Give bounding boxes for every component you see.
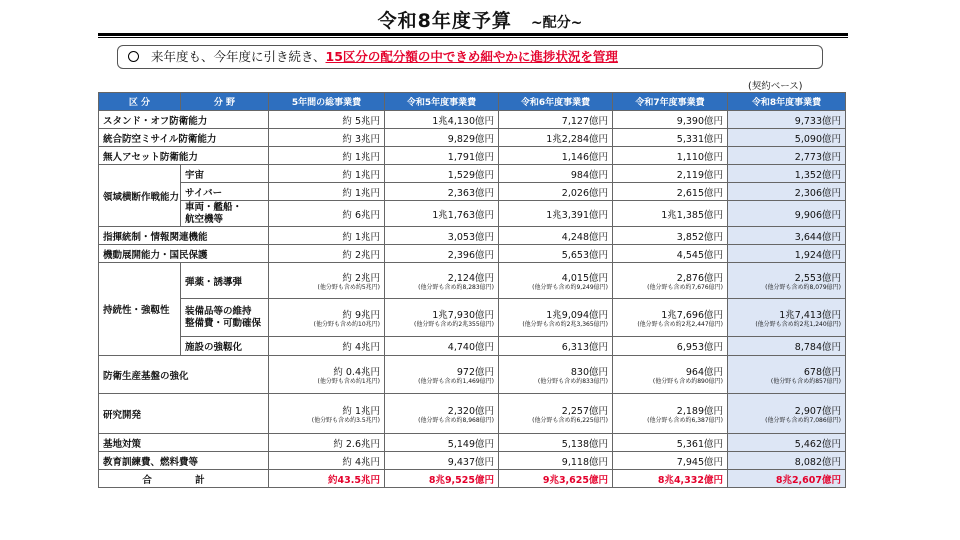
cell-note: (他分野も含め約2兆1,240億円) [755,320,841,328]
cell-value: 2,553億円 [794,272,841,284]
cell-y8: 8兆2,607億円 [728,470,846,488]
cell-y6: 9兆3,625億円 [499,470,613,488]
title-rule [98,33,848,36]
cell-value: 1兆9,094億円 [546,309,608,321]
header-y8: 令和8年度事業費 [728,93,846,111]
table-row [99,452,846,470]
cell-note: (他分野も含め約1,469億円) [418,377,494,385]
cell-value: 2,124億円 [447,272,494,284]
cell-y6: 9,118億円 [499,452,613,470]
field-label: 施設の強靱化 [181,337,269,356]
cell-value: 約 1兆円 [342,405,380,417]
cell-y8 [728,356,846,394]
table-row [99,263,846,299]
cell-y6: 6,313億円 [499,337,613,356]
cell-y7 [613,356,728,394]
cell-note: (他分野も含め約10兆円) [313,320,380,328]
header-y5: 令和5年度事業費 [385,93,499,111]
cell-y6: 5,653億円 [499,245,613,263]
cell-value: 1兆7,413億円 [779,309,841,321]
cell-total: 約 1兆円 [269,147,385,165]
cell-value: 972億円 [456,366,494,378]
cell-y6 [499,299,613,337]
cell-y8: 2,306億円 [728,183,846,201]
cell-value: 964億円 [685,366,723,378]
cell-y8 [728,394,846,434]
title-sub: ~配分~ [530,15,583,31]
row-label: 統合防空ミサイル防衛能力 [99,129,269,147]
cell-y8: 2,773億円 [728,147,846,165]
table-row [99,147,846,165]
cell-y6: 1兆3,391億円 [499,201,613,227]
field-label-line2: 航空機等 [185,213,224,225]
cell-y7: 4,545億円 [613,245,728,263]
cell-total [269,394,385,434]
field-label-line1: 車両・艦船・ [185,201,243,213]
header-category: 区 分 [99,93,181,111]
cell-y5: 8兆9,525億円 [385,470,499,488]
table-row [99,299,846,337]
cell-y7: 1,110億円 [613,147,728,165]
cell-total: 約 6兆円 [269,201,385,227]
header-field: 分 野 [181,93,269,111]
cell-value: 830億円 [570,366,608,378]
category-label: 持続性・強靱性 [99,263,181,356]
cell-note: (他分野も含め約2兆3,365億円) [522,320,608,328]
cell-y8: 5,090億円 [728,129,846,147]
cell-y7 [613,263,728,299]
total-label: 合 計 [99,470,269,488]
field-label-line2: 整備費・可動確保 [185,317,262,329]
cell-y5: 1兆4,130億円 [385,111,499,129]
cell-value: 1兆7,696億円 [661,309,723,321]
cell-note: (他分野も含め約3.5兆円) [311,416,380,424]
cell-value: 2,189億円 [676,405,723,417]
cell-value: 2,320億円 [447,405,494,417]
cell-y8: 1,924億円 [728,245,846,263]
cell-note: (他分野も含め約8,283億円) [418,283,494,291]
cell-note: (他分野も含め約7,086億円) [765,416,841,424]
cell-y5: 2,396億円 [385,245,499,263]
table-row [99,356,846,394]
cell-note: (他分野も含め約890億円) [652,377,723,385]
row-label: 機動展開能力・国民保護 [99,245,269,263]
cell-y8: 1,352億円 [728,165,846,183]
cell-note: (他分野も含め約5兆円) [317,283,380,291]
table-row [99,245,846,263]
field-label: 弾薬・誘導弾 [181,263,269,299]
cell-note: (他分野も含め約7,676億円) [647,283,723,291]
cell-y7: 2,119億円 [613,165,728,183]
cell-total [269,356,385,394]
table-row [99,227,846,245]
cell-total: 約43.5兆円 [269,470,385,488]
cell-value: 約 9兆円 [342,309,380,321]
cell-y5 [385,394,499,434]
cell-y5: 9,437億円 [385,452,499,470]
cell-total: 約 4兆円 [269,452,385,470]
cell-y5: 5,149億円 [385,434,499,452]
cell-y5: 4,740億円 [385,337,499,356]
table-row [99,337,846,356]
cell-note: (他分野も含め約8,079億円) [765,283,841,291]
field-label [181,299,269,337]
cell-y5 [385,356,499,394]
table-row [99,183,846,201]
header-total: 5年間の総事業費 [269,93,385,111]
cell-y5 [385,263,499,299]
cell-y6: 1,146億円 [499,147,613,165]
cell-y7: 3,852億円 [613,227,728,245]
cell-note: (他分野も含め約8,968億円) [418,416,494,424]
header-y6: 令和6年度事業費 [499,93,613,111]
cell-value: 2,907億円 [794,405,841,417]
cell-total: 約 5兆円 [269,111,385,129]
row-label: 研究開発 [99,394,269,434]
circle-bullet-icon [128,51,139,62]
cell-y7: 5,331億円 [613,129,728,147]
cell-note: (他分野も含め約857億円) [770,377,841,385]
title-rule-thin [98,37,848,38]
cell-total: 約 4兆円 [269,337,385,356]
title-main: 令和8年度予算 [377,10,512,32]
field-label: サイバー [181,183,269,201]
cell-y8: 3,644億円 [728,227,846,245]
row-label: 基地対策 [99,434,269,452]
cell-note: (他分野も含め約6,387億円) [647,416,723,424]
total-row [99,470,846,488]
cell-y8: 8,082億円 [728,452,846,470]
table-row [99,434,846,452]
page-title [0,6,960,33]
cell-y6 [499,394,613,434]
cell-y7: 5,361億円 [613,434,728,452]
category-label: 領域横断作戦能力 [99,165,181,227]
cell-total [269,263,385,299]
cell-y6: 5,138億円 [499,434,613,452]
cell-y7 [613,394,728,434]
cell-note: (他分野も含め約6,225億円) [532,416,608,424]
table-row [99,201,846,227]
cell-value: 2,876億円 [676,272,723,284]
cell-y5: 1,791億円 [385,147,499,165]
cell-y5: 1兆1,763億円 [385,201,499,227]
table-row [99,129,846,147]
cell-y6: 7,127億円 [499,111,613,129]
cell-y6: 2,026億円 [499,183,613,201]
cell-y8 [728,299,846,337]
cell-value: 2,257億円 [561,405,608,417]
cell-total: 約 3兆円 [269,129,385,147]
cell-y7: 1兆1,385億円 [613,201,728,227]
cell-note: (他分野も含め約2兆2,447億円) [637,320,723,328]
cell-note: (他分野も含め約1兆円) [317,377,380,385]
cell-y6: 1兆2,284億円 [499,129,613,147]
table-row [99,394,846,434]
row-label: 無人アセット防衛能力 [99,147,269,165]
row-label: 教育訓練費、燃料費等 [99,452,269,470]
cell-value: 1兆7,930億円 [432,309,494,321]
cell-note: (他分野も含め約2兆355億円) [414,320,494,328]
cell-value: 4,015億円 [561,272,608,284]
cell-y5: 9,829億円 [385,129,499,147]
cell-y8: 8,784億円 [728,337,846,356]
cell-y7: 6,953億円 [613,337,728,356]
cell-y8 [728,263,846,299]
cell-y8: 5,462億円 [728,434,846,452]
row-label: 指揮統制・情報関連機能 [99,227,269,245]
cell-y7: 8兆4,332億円 [613,470,728,488]
cell-y7: 2,615億円 [613,183,728,201]
cell-total: 約 1兆円 [269,183,385,201]
table-header-row [99,93,846,111]
cell-y6: 984億円 [499,165,613,183]
note-highlight: 15区分の配分額の中できめ細やかに進捗状況を管理 [325,49,618,64]
cell-y7 [613,299,728,337]
cell-y7: 9,390億円 [613,111,728,129]
header-y7: 令和7年度事業費 [613,93,728,111]
cell-y5: 3,053億円 [385,227,499,245]
cell-total: 約 1兆円 [269,227,385,245]
field-label: 宇宙 [181,165,269,183]
cell-value: 約 0.4兆円 [333,366,380,378]
cell-total: 約 2.6兆円 [269,434,385,452]
cell-y5: 2,363億円 [385,183,499,201]
cell-y8: 9,906億円 [728,201,846,227]
cell-y6 [499,263,613,299]
note-box [117,45,823,69]
table-row [99,165,846,183]
table-row [99,111,846,129]
field-label [181,201,269,227]
cell-value: 678億円 [803,366,841,378]
cell-total [269,299,385,337]
cell-value: 約 2兆円 [342,272,380,284]
row-label: 防衛生産基盤の強化 [99,356,269,394]
note-text: 来年度も、今年度に引き続き、 [151,49,326,64]
cell-y6: 4,248億円 [499,227,613,245]
cell-total: 約 2兆円 [269,245,385,263]
row-label: スタンド・オフ防衛能力 [99,111,269,129]
field-label-line1: 装備品等の維持 [185,305,252,317]
cell-total: 約 1兆円 [269,165,385,183]
cell-note: (他分野も含め約9,249億円) [532,283,608,291]
cell-y7: 7,945億円 [613,452,728,470]
cell-y5 [385,299,499,337]
cell-note: (他分野も含め約833億円) [537,377,608,385]
basis-label: (契約ベース) [748,81,803,92]
cell-y8: 9,733億円 [728,111,846,129]
cell-y5: 1,529億円 [385,165,499,183]
cell-y6 [499,356,613,394]
budget-table [98,92,846,488]
